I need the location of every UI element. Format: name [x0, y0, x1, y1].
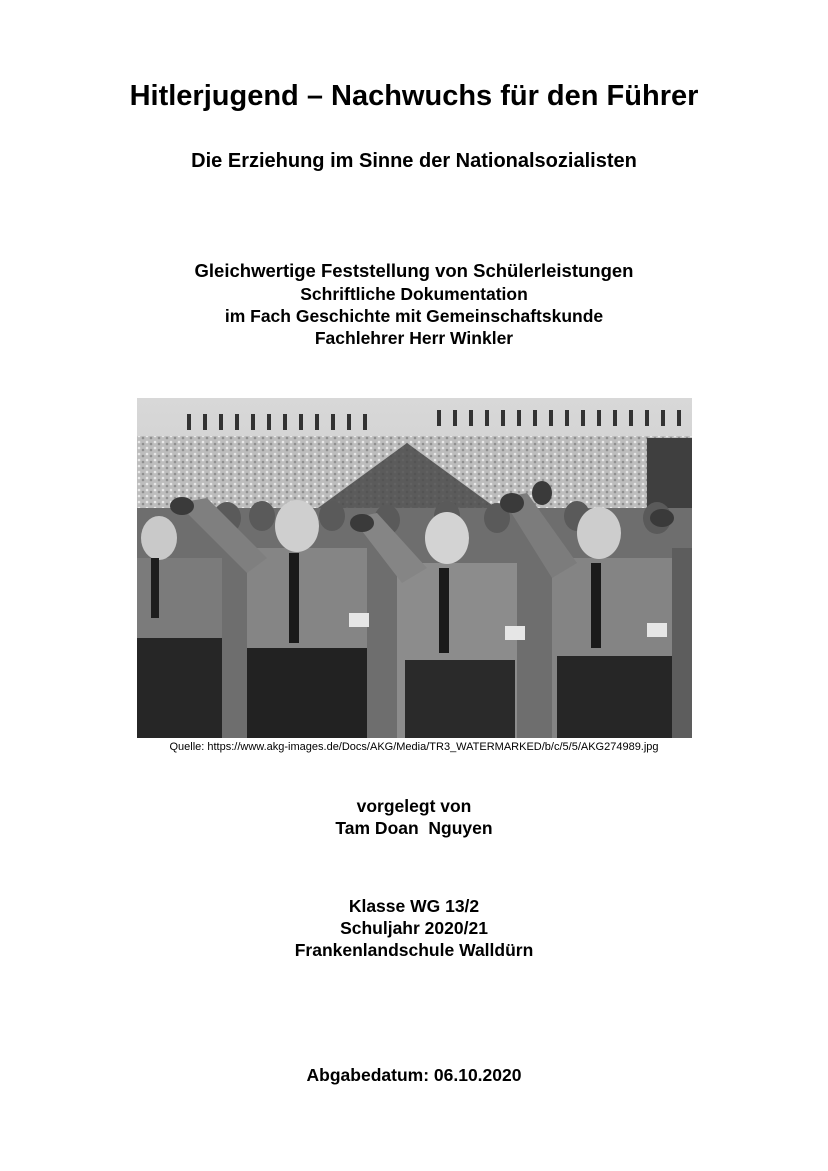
assignment-type: Gleichwertige Feststellung von Schülerleistungen — [194, 260, 634, 281]
assignment-format: Schriftliche Dokumentation — [300, 284, 528, 304]
author-block — [0, 795, 828, 839]
author-label: vorgelegt von — [356, 796, 472, 816]
school-name: Frankenlandschule Walldürn — [294, 940, 534, 960]
class-name: Klasse WG 13/2 — [348, 896, 480, 916]
assignment-block — [0, 259, 828, 349]
assignment-subject: im Fach Geschichte mit Gemeinschaftskunde — [224, 306, 604, 326]
class-info-block — [0, 895, 828, 961]
school-year: Schuljahr 2020/21 — [340, 918, 488, 938]
assignment-teacher: Fachlehrer Herr Winkler — [314, 328, 514, 348]
author-name: Tam Doan Nguyen — [335, 818, 493, 838]
submission-date: Abgabedatum: 06.10.2020 — [306, 1065, 522, 1085]
page-subtitle: Die Erziehung im Sinne der Nationalsozialisten — [191, 150, 637, 172]
photo-caption: Quelle: https://www.akg-images.de/Docs/AKG/Media/TR3_WATERMARKED/b/c/5/5/AKG274989.jpg — [169, 741, 659, 753]
page-title: Hitlerjugend – Nachwuchs für den Führer — [129, 80, 699, 112]
historical-photo — [137, 398, 692, 738]
